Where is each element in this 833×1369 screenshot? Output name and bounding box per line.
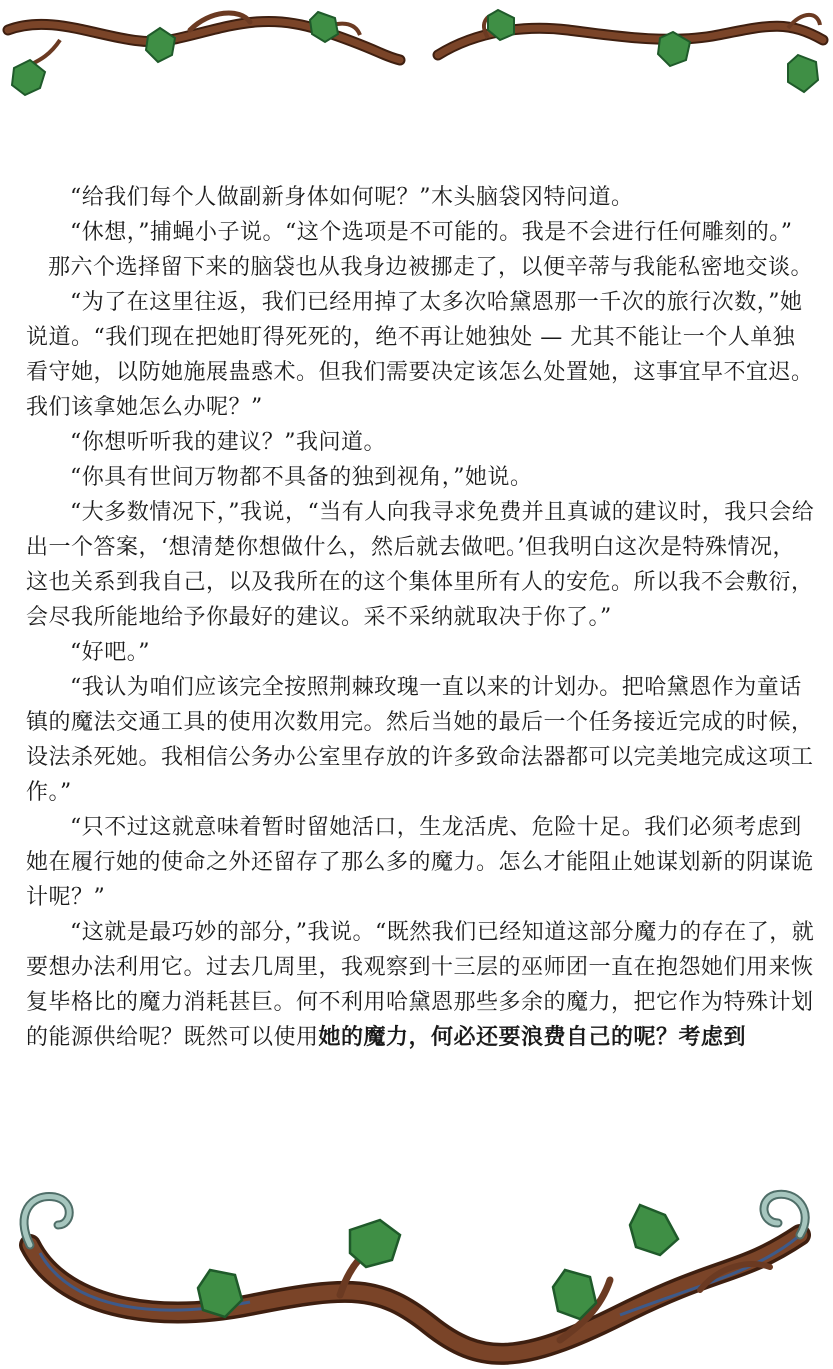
emphasized-text: 她的魔力，何必还要浪费自己的呢？考虑到 bbox=[318, 1024, 747, 1050]
paragraph: “休想，”捕蝇小子说。“这个选项是不可能的。我是不会进行任何雕刻的。” bbox=[70, 220, 793, 245]
paragraph: “给我们每个人做副新身体如何呢？”木头脑袋冈特问道。 bbox=[70, 185, 634, 210]
paragraph-last bbox=[26, 915, 816, 1055]
paragraph: “好吧。” bbox=[70, 640, 150, 665]
article-body bbox=[26, 180, 816, 1055]
paragraph: “你想听听我的建议？”我问道。 bbox=[70, 430, 386, 455]
vine-bottom-icon bbox=[0, 1175, 833, 1369]
paragraph: “为了在这里往返，我们已经用掉了太多次哈黛恩那一千次的旅行次数，”她说道。“我们现在把她盯得死死的，绝不再让她独处 — 尤其不能让一个人单独看守她，以防她施展蛊惑术。但我们需要决定该怎么处置她，这事宜早不宜迟。我们该拿她怎么办呢？” bbox=[26, 290, 814, 420]
paragraph: “我认为咱们应该完全按照荆棘玫瑰一直以来的计划办。把哈黛恩作为童话镇的魔法交通工具的使用次数用完。然后当她的最后一个任务接近完成的时候，设法杀死她。我相信公务办公室里存放的许多致命法器都可以完美地完成这项工作。” bbox=[26, 675, 814, 805]
vine-top-left-icon bbox=[0, 0, 415, 110]
paragraph: “大多数情况下，”我说，“当有人向我寻求免费并且真诚的建议时，我只会给出一个答案，‘想清楚你想做什么，然后就去做吧。’但我明白这次是特殊情况，这也关系到我自己，以及我所在的这个集体里所有人的安危。所以我不会敷衍，会尽我所能地给予你最好的建议。采不采纳就取决于你了。” bbox=[26, 500, 815, 630]
paragraph: “只不过这就意味着暂时留她活口，生龙活虎、危险十足。我们必须考虑到她在履行她的使命之外还留存了那么多的魔力。怎么才能阻止她谋划新的阴谋诡计呢？” bbox=[26, 815, 814, 910]
vine-top-right-icon bbox=[418, 0, 833, 110]
paragraph: “你具有世间万物都不具备的独到视角，”她说。 bbox=[70, 465, 533, 490]
paragraph-last-text: “这就是最巧妙的部分，”我说。“既然我们已经知道这部分魔力的存在了，就要想办法利用它。过去几周里，我观察到十三层的巫师团一直在抱怨她们用来恢复毕格比的魔力消耗甚巨。何不利用哈黛恩那些多余的魔力，把它作为特殊计划的能源供给呢？既然可以使用 bbox=[26, 920, 815, 1050]
paragraph: 那六个选择留下来的脑袋也从我身边被挪走了，以便辛蒂与我能私密地交谈。 bbox=[48, 255, 814, 280]
